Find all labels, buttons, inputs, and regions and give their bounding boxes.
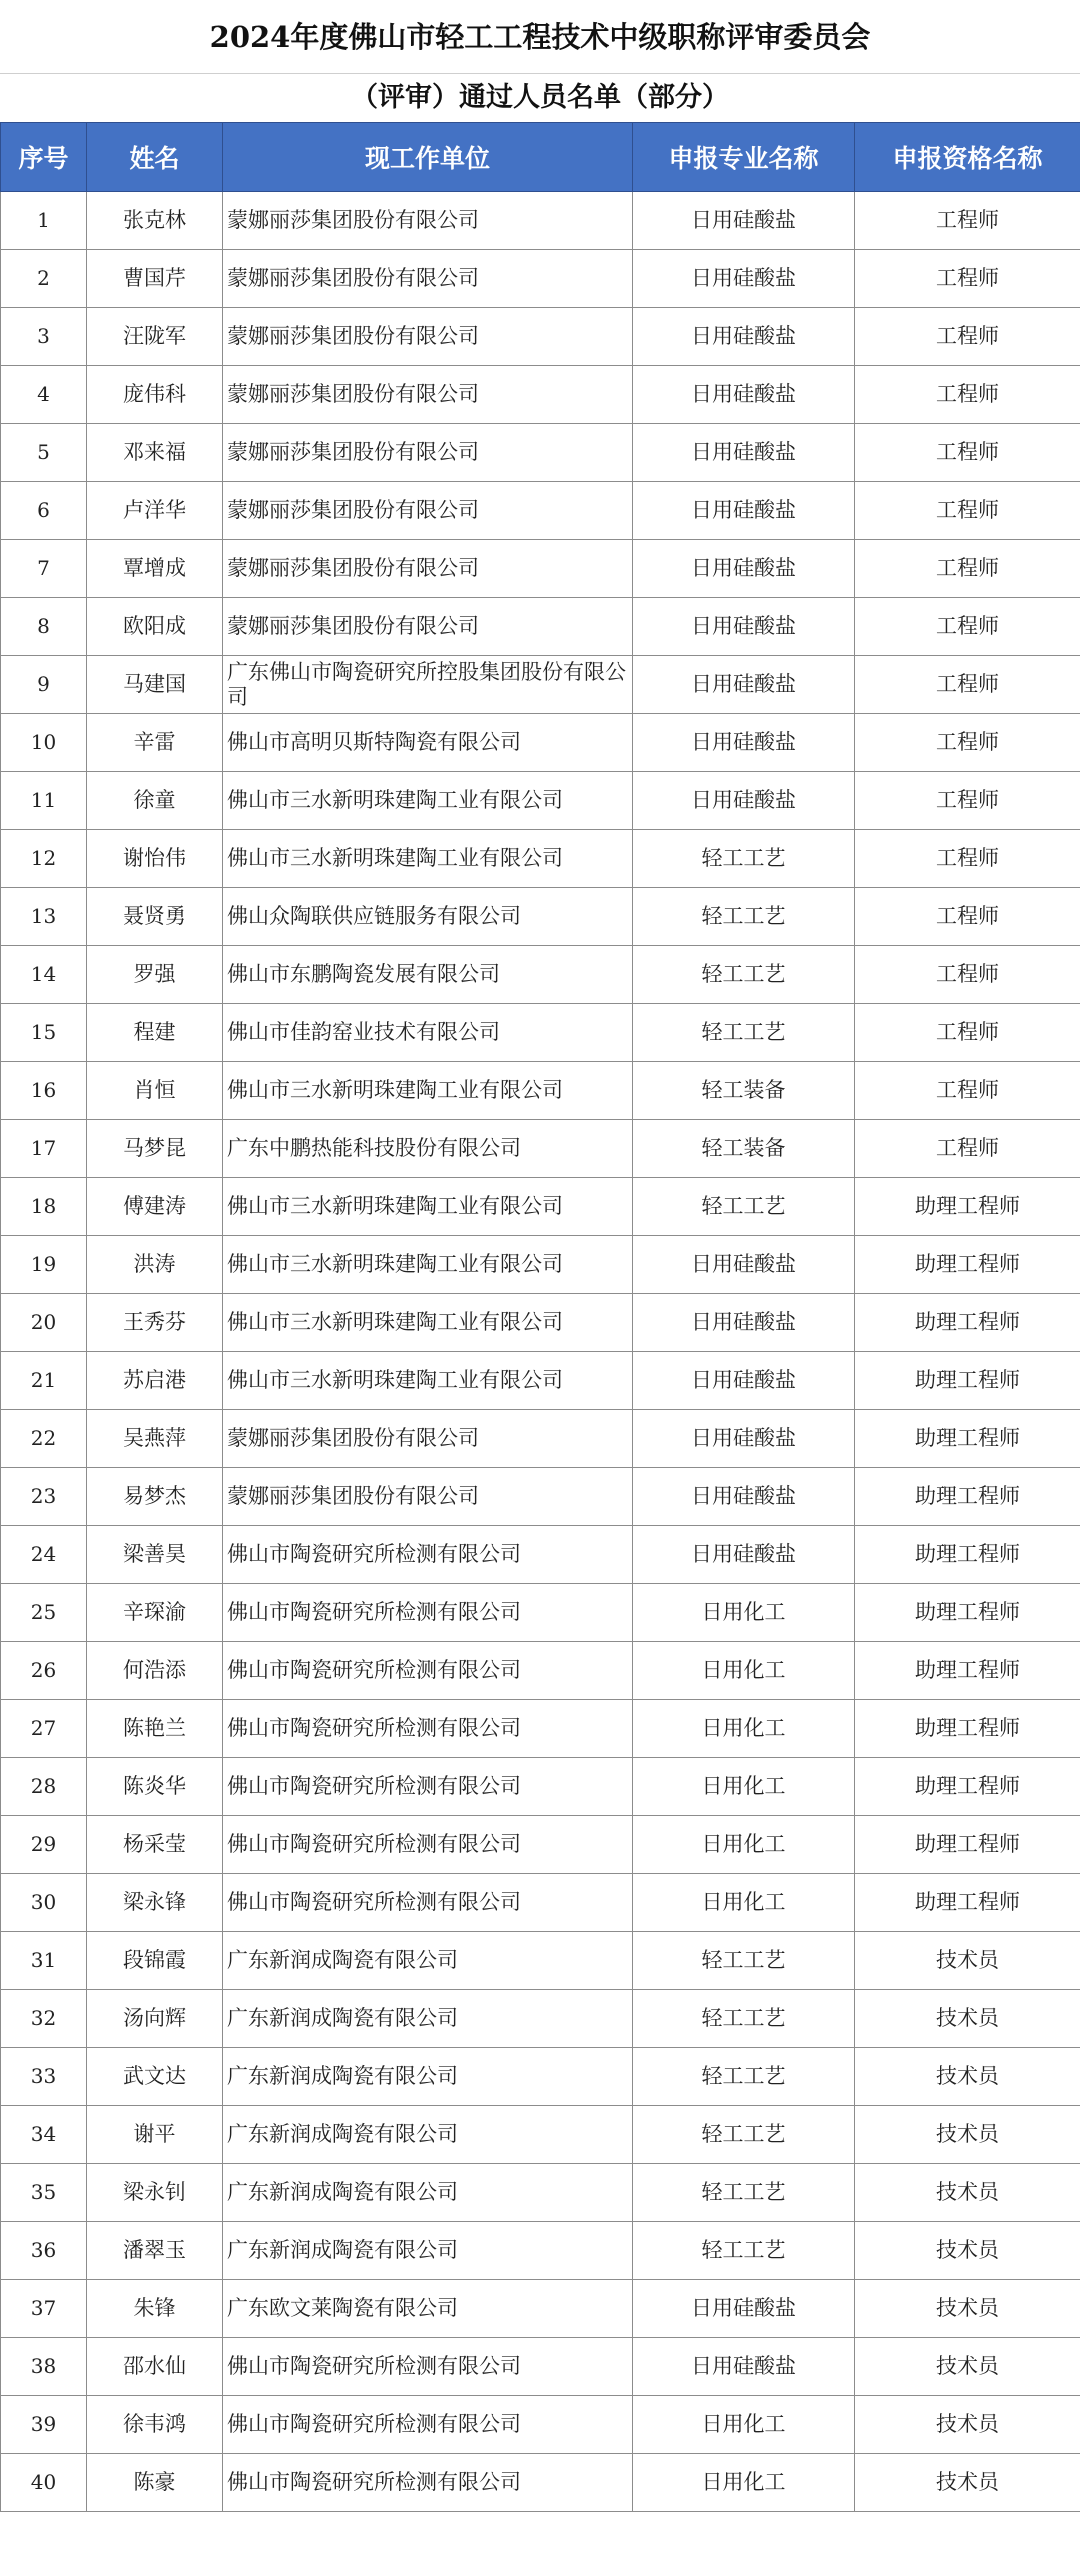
cell-workplace: 佛山市佳韵窑业技术有限公司 — [223, 1004, 633, 1062]
cell-workplace: 佛山市高明贝斯特陶瓷有限公司 — [223, 714, 633, 772]
table-row — [1, 1816, 1080, 1874]
cell-serial: 35 — [1, 2164, 87, 2222]
cell-name: 陈炎华 — [87, 1758, 223, 1816]
table-row — [1, 830, 1080, 888]
cell-qualification: 助理工程师 — [855, 1294, 1080, 1352]
cell-major: 日用硅酸盐 — [633, 1352, 855, 1410]
cell-serial: 28 — [1, 1758, 87, 1816]
cell-name: 潘翠玉 — [87, 2222, 223, 2280]
cell-workplace: 佛山市三水新明珠建陶工业有限公司 — [223, 830, 633, 888]
cell-serial: 38 — [1, 2338, 87, 2396]
cell-serial: 25 — [1, 1584, 87, 1642]
cell-name: 谢平 — [87, 2106, 223, 2164]
table-row — [1, 1352, 1080, 1410]
cell-workplace: 广东欧文莱陶瓷有限公司 — [223, 2280, 633, 2338]
cell-major: 轻工工艺 — [633, 2048, 855, 2106]
header-serial: 序号 — [1, 123, 87, 192]
cell-name: 徐童 — [87, 772, 223, 830]
table-row — [1, 1294, 1080, 1352]
cell-qualification: 工程师 — [855, 192, 1080, 250]
table-row — [1, 1236, 1080, 1294]
cell-major: 轻工装备 — [633, 1062, 855, 1120]
cell-name: 陈豪 — [87, 2454, 223, 2512]
cell-major: 轻工工艺 — [633, 1990, 855, 2048]
table-row — [1, 1642, 1080, 1700]
table-row — [1, 1584, 1080, 1642]
cell-name: 罗强 — [87, 946, 223, 1004]
cell-qualification: 助理工程师 — [855, 1352, 1080, 1410]
cell-name: 辛雷 — [87, 714, 223, 772]
cell-name: 邓来福 — [87, 424, 223, 482]
cell-qualification: 工程师 — [855, 714, 1080, 772]
table-row — [1, 1120, 1080, 1178]
cell-name: 傅建涛 — [87, 1178, 223, 1236]
cell-serial: 24 — [1, 1526, 87, 1584]
table-row — [1, 1062, 1080, 1120]
cell-serial: 1 — [1, 192, 87, 250]
cell-qualification: 工程师 — [855, 656, 1080, 714]
cell-serial: 30 — [1, 1874, 87, 1932]
cell-workplace: 广东新润成陶瓷有限公司 — [223, 2222, 633, 2280]
cell-name: 谢怡伟 — [87, 830, 223, 888]
cell-qualification: 工程师 — [855, 772, 1080, 830]
cell-serial: 4 — [1, 366, 87, 424]
table-row — [1, 250, 1080, 308]
cell-serial: 10 — [1, 714, 87, 772]
cell-qualification: 技术员 — [855, 2396, 1080, 2454]
cell-serial: 37 — [1, 2280, 87, 2338]
cell-serial: 12 — [1, 830, 87, 888]
table-row — [1, 656, 1080, 714]
cell-workplace: 广东佛山市陶瓷研究所控股集团股份有限公司 — [223, 656, 633, 714]
cell-workplace: 佛山市陶瓷研究所检测有限公司 — [223, 2338, 633, 2396]
table-row — [1, 2280, 1080, 2338]
cell-workplace: 广东新润成陶瓷有限公司 — [223, 2048, 633, 2106]
cell-qualification: 工程师 — [855, 1120, 1080, 1178]
cell-name: 汪陇军 — [87, 308, 223, 366]
cell-serial: 21 — [1, 1352, 87, 1410]
personnel-table — [0, 122, 1080, 2512]
cell-serial: 32 — [1, 1990, 87, 2048]
cell-workplace: 蒙娜丽莎集团股份有限公司 — [223, 540, 633, 598]
header-qualification: 申报资格名称 — [855, 123, 1080, 192]
cell-major: 日用硅酸盐 — [633, 1236, 855, 1294]
cell-qualification: 工程师 — [855, 830, 1080, 888]
cell-workplace: 佛山市陶瓷研究所检测有限公司 — [223, 1700, 633, 1758]
table-row — [1, 2222, 1080, 2280]
cell-major: 日用化工 — [633, 1584, 855, 1642]
table-row — [1, 1004, 1080, 1062]
cell-serial: 5 — [1, 424, 87, 482]
cell-workplace: 佛山市陶瓷研究所检测有限公司 — [223, 1642, 633, 1700]
cell-name: 何浩添 — [87, 1642, 223, 1700]
cell-name: 陈艳兰 — [87, 1700, 223, 1758]
cell-major: 日用化工 — [633, 2454, 855, 2512]
table-row — [1, 482, 1080, 540]
cell-name: 苏启港 — [87, 1352, 223, 1410]
cell-qualification: 工程师 — [855, 598, 1080, 656]
table-row — [1, 2048, 1080, 2106]
cell-workplace: 佛山市陶瓷研究所检测有限公司 — [223, 1758, 633, 1816]
table-row — [1, 1178, 1080, 1236]
cell-major: 日用硅酸盐 — [633, 540, 855, 598]
cell-workplace: 广东新润成陶瓷有限公司 — [223, 1990, 633, 2048]
cell-serial: 34 — [1, 2106, 87, 2164]
cell-serial: 8 — [1, 598, 87, 656]
cell-workplace: 佛山市东鹏陶瓷发展有限公司 — [223, 946, 633, 1004]
cell-workplace: 佛山市陶瓷研究所检测有限公司 — [223, 2454, 633, 2512]
cell-workplace: 佛山市陶瓷研究所检测有限公司 — [223, 2396, 633, 2454]
cell-qualification: 工程师 — [855, 540, 1080, 598]
cell-major: 日用硅酸盐 — [633, 772, 855, 830]
cell-workplace: 佛山市三水新明珠建陶工业有限公司 — [223, 772, 633, 830]
cell-serial: 3 — [1, 308, 87, 366]
cell-qualification: 工程师 — [855, 482, 1080, 540]
cell-serial: 9 — [1, 656, 87, 714]
table-row — [1, 1990, 1080, 2048]
cell-qualification: 助理工程师 — [855, 1758, 1080, 1816]
cell-major: 日用硅酸盐 — [633, 714, 855, 772]
cell-workplace: 蒙娜丽莎集团股份有限公司 — [223, 482, 633, 540]
cell-major: 轻工工艺 — [633, 946, 855, 1004]
cell-qualification: 工程师 — [855, 946, 1080, 1004]
cell-major: 日用硅酸盐 — [633, 656, 855, 714]
cell-serial: 7 — [1, 540, 87, 598]
cell-workplace: 蒙娜丽莎集团股份有限公司 — [223, 424, 633, 482]
cell-major: 轻工工艺 — [633, 888, 855, 946]
table-row — [1, 1410, 1080, 1468]
cell-qualification: 助理工程师 — [855, 1816, 1080, 1874]
cell-name: 聂贤勇 — [87, 888, 223, 946]
cell-major: 日用硅酸盐 — [633, 424, 855, 482]
cell-name: 段锦霞 — [87, 1932, 223, 1990]
cell-major: 轻工工艺 — [633, 2106, 855, 2164]
cell-name: 吴燕萍 — [87, 1410, 223, 1468]
cell-name: 武文达 — [87, 2048, 223, 2106]
cell-major: 轻工工艺 — [633, 1178, 855, 1236]
cell-qualification: 技术员 — [855, 2280, 1080, 2338]
cell-serial: 31 — [1, 1932, 87, 1990]
cell-major: 日用硅酸盐 — [633, 482, 855, 540]
table-row — [1, 192, 1080, 250]
cell-major: 轻工工艺 — [633, 1004, 855, 1062]
cell-name: 庞伟科 — [87, 366, 223, 424]
cell-name: 梁永钊 — [87, 2164, 223, 2222]
cell-serial: 19 — [1, 1236, 87, 1294]
cell-serial: 14 — [1, 946, 87, 1004]
cell-major: 轻工工艺 — [633, 2222, 855, 2280]
cell-major: 日用化工 — [633, 2396, 855, 2454]
cell-serial: 13 — [1, 888, 87, 946]
cell-name: 邵水仙 — [87, 2338, 223, 2396]
cell-name: 汤向辉 — [87, 1990, 223, 2048]
cell-workplace: 佛山市陶瓷研究所检测有限公司 — [223, 1526, 633, 1584]
cell-qualification: 技术员 — [855, 2454, 1080, 2512]
cell-name: 欧阳成 — [87, 598, 223, 656]
cell-name: 卢洋华 — [87, 482, 223, 540]
cell-workplace: 佛山市三水新明珠建陶工业有限公司 — [223, 1236, 633, 1294]
cell-name: 程建 — [87, 1004, 223, 1062]
cell-major: 日用硅酸盐 — [633, 366, 855, 424]
cell-qualification: 助理工程师 — [855, 1236, 1080, 1294]
cell-workplace: 广东新润成陶瓷有限公司 — [223, 2106, 633, 2164]
table-header — [1, 123, 1080, 192]
cell-serial: 36 — [1, 2222, 87, 2280]
cell-major: 轻工装备 — [633, 1120, 855, 1178]
cell-workplace: 佛山市三水新明珠建陶工业有限公司 — [223, 1352, 633, 1410]
cell-qualification: 工程师 — [855, 1004, 1080, 1062]
cell-workplace: 佛山众陶联供应链服务有限公司 — [223, 888, 633, 946]
cell-workplace: 佛山市三水新明珠建陶工业有限公司 — [223, 1178, 633, 1236]
cell-serial: 40 — [1, 2454, 87, 2512]
cell-qualification: 工程师 — [855, 250, 1080, 308]
cell-serial: 33 — [1, 2048, 87, 2106]
cell-major: 轻工工艺 — [633, 1932, 855, 1990]
cell-qualification: 助理工程师 — [855, 1410, 1080, 1468]
cell-major: 日用化工 — [633, 1700, 855, 1758]
cell-serial: 16 — [1, 1062, 87, 1120]
cell-serial: 22 — [1, 1410, 87, 1468]
cell-name: 马建国 — [87, 656, 223, 714]
table-body — [1, 192, 1080, 2512]
cell-major: 日用化工 — [633, 1816, 855, 1874]
table-row — [1, 946, 1080, 1004]
cell-name: 王秀芬 — [87, 1294, 223, 1352]
cell-major: 日用硅酸盐 — [633, 1526, 855, 1584]
cell-qualification: 工程师 — [855, 424, 1080, 482]
cell-serial: 26 — [1, 1642, 87, 1700]
cell-major: 日用化工 — [633, 1874, 855, 1932]
cell-serial: 6 — [1, 482, 87, 540]
cell-name: 梁善昊 — [87, 1526, 223, 1584]
table-row — [1, 2454, 1080, 2512]
cell-workplace: 佛山市陶瓷研究所检测有限公司 — [223, 1816, 633, 1874]
table-row — [1, 1758, 1080, 1816]
cell-name: 覃增成 — [87, 540, 223, 598]
cell-serial: 18 — [1, 1178, 87, 1236]
cell-qualification: 助理工程师 — [855, 1178, 1080, 1236]
cell-name: 徐韦鸿 — [87, 2396, 223, 2454]
cell-major: 日用硅酸盐 — [633, 250, 855, 308]
cell-qualification: 工程师 — [855, 308, 1080, 366]
cell-qualification: 技术员 — [855, 2048, 1080, 2106]
cell-major: 日用硅酸盐 — [633, 2280, 855, 2338]
cell-name: 杨采莹 — [87, 1816, 223, 1874]
cell-name: 曹国芹 — [87, 250, 223, 308]
cell-major: 日用硅酸盐 — [633, 1468, 855, 1526]
cell-qualification: 技术员 — [855, 2164, 1080, 2222]
cell-name: 马梦昆 — [87, 1120, 223, 1178]
cell-major: 日用硅酸盐 — [633, 308, 855, 366]
cell-qualification: 工程师 — [855, 888, 1080, 946]
document-subtitle: （评审）通过人员名单（部分） — [351, 82, 729, 113]
cell-name: 肖恒 — [87, 1062, 223, 1120]
cell-serial: 11 — [1, 772, 87, 830]
cell-major: 日用硅酸盐 — [633, 192, 855, 250]
cell-workplace: 蒙娜丽莎集团股份有限公司 — [223, 1468, 633, 1526]
cell-name: 易梦杰 — [87, 1468, 223, 1526]
table-row — [1, 1468, 1080, 1526]
cell-serial: 23 — [1, 1468, 87, 1526]
cell-name: 张克林 — [87, 192, 223, 250]
table-row — [1, 2106, 1080, 2164]
cell-qualification: 技术员 — [855, 2106, 1080, 2164]
cell-workplace: 广东新润成陶瓷有限公司 — [223, 2164, 633, 2222]
document-title: 2024年度佛山市轻工工程技术中级职称评审委员会 — [0, 0, 1080, 74]
table-row — [1, 1526, 1080, 1584]
cell-name: 朱锋 — [87, 2280, 223, 2338]
cell-serial: 39 — [1, 2396, 87, 2454]
cell-workplace: 佛山市陶瓷研究所检测有限公司 — [223, 1874, 633, 1932]
cell-major: 日用硅酸盐 — [633, 1294, 855, 1352]
table-row — [1, 2338, 1080, 2396]
cell-qualification: 工程师 — [855, 1062, 1080, 1120]
cell-workplace: 佛山市陶瓷研究所检测有限公司 — [223, 1584, 633, 1642]
table-row — [1, 308, 1080, 366]
cell-workplace: 蒙娜丽莎集团股份有限公司 — [223, 192, 633, 250]
cell-major: 轻工工艺 — [633, 830, 855, 888]
table-row — [1, 888, 1080, 946]
cell-workplace: 蒙娜丽莎集团股份有限公司 — [223, 598, 633, 656]
table-row — [1, 1932, 1080, 1990]
table-row — [1, 366, 1080, 424]
table-row — [1, 1700, 1080, 1758]
cell-serial: 20 — [1, 1294, 87, 1352]
header-major: 申报专业名称 — [633, 123, 855, 192]
table-row — [1, 714, 1080, 772]
cell-name: 洪涛 — [87, 1236, 223, 1294]
cell-qualification: 工程师 — [855, 366, 1080, 424]
header-row — [1, 123, 1080, 192]
cell-workplace: 广东中鹏热能科技股份有限公司 — [223, 1120, 633, 1178]
cell-serial: 27 — [1, 1700, 87, 1758]
cell-qualification: 技术员 — [855, 2338, 1080, 2396]
cell-qualification: 助理工程师 — [855, 1584, 1080, 1642]
cell-serial: 29 — [1, 1816, 87, 1874]
table-row — [1, 540, 1080, 598]
header-workplace: 现工作单位 — [223, 123, 633, 192]
cell-major: 日用硅酸盐 — [633, 1410, 855, 1468]
cell-workplace: 佛山市三水新明珠建陶工业有限公司 — [223, 1062, 633, 1120]
cell-qualification: 助理工程师 — [855, 1874, 1080, 1932]
cell-qualification: 助理工程师 — [855, 1700, 1080, 1758]
cell-serial: 17 — [1, 1120, 87, 1178]
cell-qualification: 助理工程师 — [855, 1642, 1080, 1700]
cell-major: 日用硅酸盐 — [633, 2338, 855, 2396]
table-row — [1, 772, 1080, 830]
cell-major: 日用化工 — [633, 1758, 855, 1816]
table-row — [1, 598, 1080, 656]
cell-qualification: 技术员 — [855, 1990, 1080, 2048]
cell-qualification: 技术员 — [855, 2222, 1080, 2280]
header-name: 姓名 — [87, 123, 223, 192]
cell-serial: 2 — [1, 250, 87, 308]
cell-major: 日用化工 — [633, 1642, 855, 1700]
cell-name: 辛琛渝 — [87, 1584, 223, 1642]
cell-qualification: 助理工程师 — [855, 1468, 1080, 1526]
table-row — [1, 2396, 1080, 2454]
cell-workplace: 蒙娜丽莎集团股份有限公司 — [223, 250, 633, 308]
cell-workplace: 蒙娜丽莎集团股份有限公司 — [223, 308, 633, 366]
cell-qualification: 技术员 — [855, 1932, 1080, 1990]
cell-serial: 15 — [1, 1004, 87, 1062]
cell-major: 日用硅酸盐 — [633, 598, 855, 656]
table-row — [1, 2164, 1080, 2222]
cell-workplace: 广东新润成陶瓷有限公司 — [223, 1932, 633, 1990]
cell-workplace: 蒙娜丽莎集团股份有限公司 — [223, 1410, 633, 1468]
cell-qualification: 助理工程师 — [855, 1526, 1080, 1584]
table-row — [1, 1874, 1080, 1932]
cell-workplace: 佛山市三水新明珠建陶工业有限公司 — [223, 1294, 633, 1352]
table-row — [1, 424, 1080, 482]
cell-name: 梁永锋 — [87, 1874, 223, 1932]
cell-major: 轻工工艺 — [633, 2164, 855, 2222]
cell-workplace: 蒙娜丽莎集团股份有限公司 — [223, 366, 633, 424]
